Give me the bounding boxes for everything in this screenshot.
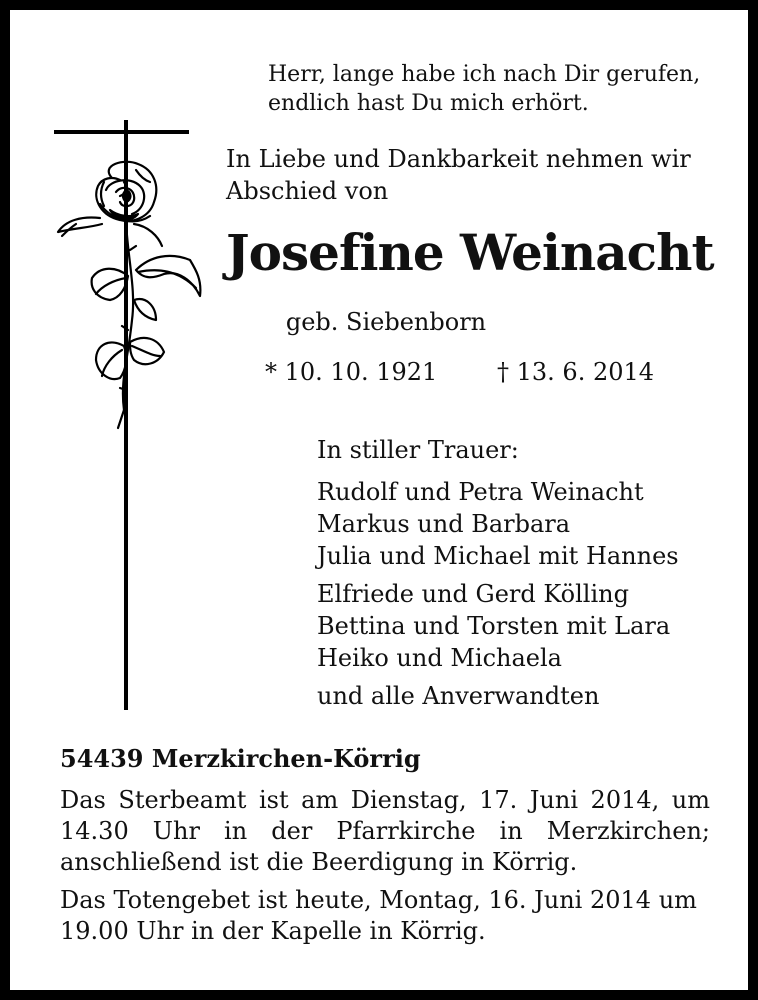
intro-line: In Liebe und Dankbarkeit nehmen wir [226,145,691,173]
mourner-name: Bettina und Torsten mit Lara [317,612,671,640]
death-date: † 13. 6. 2014 [497,358,655,386]
verse-line: Herr, lange habe ich nach Dir gerufen, [268,62,701,87]
verse-line: endlich hast Du mich erhört. [268,91,589,116]
cross-with-rose-icon [40,120,210,720]
intro-line: Abschied von [226,177,389,205]
deceased-name: Josefine Weinacht [226,223,714,282]
birth-date: * 10. 10. 1921 [265,358,438,386]
intro-text [226,143,691,207]
mourner-name: Heiko und Michaela [317,644,562,672]
mourner-group [317,476,679,572]
mourner-name: Rudolf und Petra Weinacht [317,478,644,506]
mourner-name: Markus und Barbara [317,510,571,538]
opening-verse [268,60,700,118]
mourners-list [317,434,679,712]
rose-icon [58,162,200,428]
place-heading: 54439 Merzkirchen-Körrig [60,744,421,773]
prayer-notice: Das Totengebet ist heute, Montag, 16. Juni 2014 um 19.00 Uhr in der Kapelle in Körrig. [60,886,697,945]
mourner-name: Julia und Michael mit Hannes [317,542,679,570]
mourners-heading: In stiller Trauer: [317,436,519,464]
mourner-group [317,578,679,674]
funeral-notice: Das Sterbeamt ist am Dienstag, 17. Juni 2014, um 14.30 Uhr in der Pfarrkirche in Merzkirchen; anschließend ist die Beerdigung in Körrig. [60,786,710,876]
mourners-closing: und alle Anverwandten [317,682,600,710]
mourner-name: Elfriede und Gerd Kölling [317,580,629,608]
birth-name: geb. Siebenborn [285,308,487,336]
